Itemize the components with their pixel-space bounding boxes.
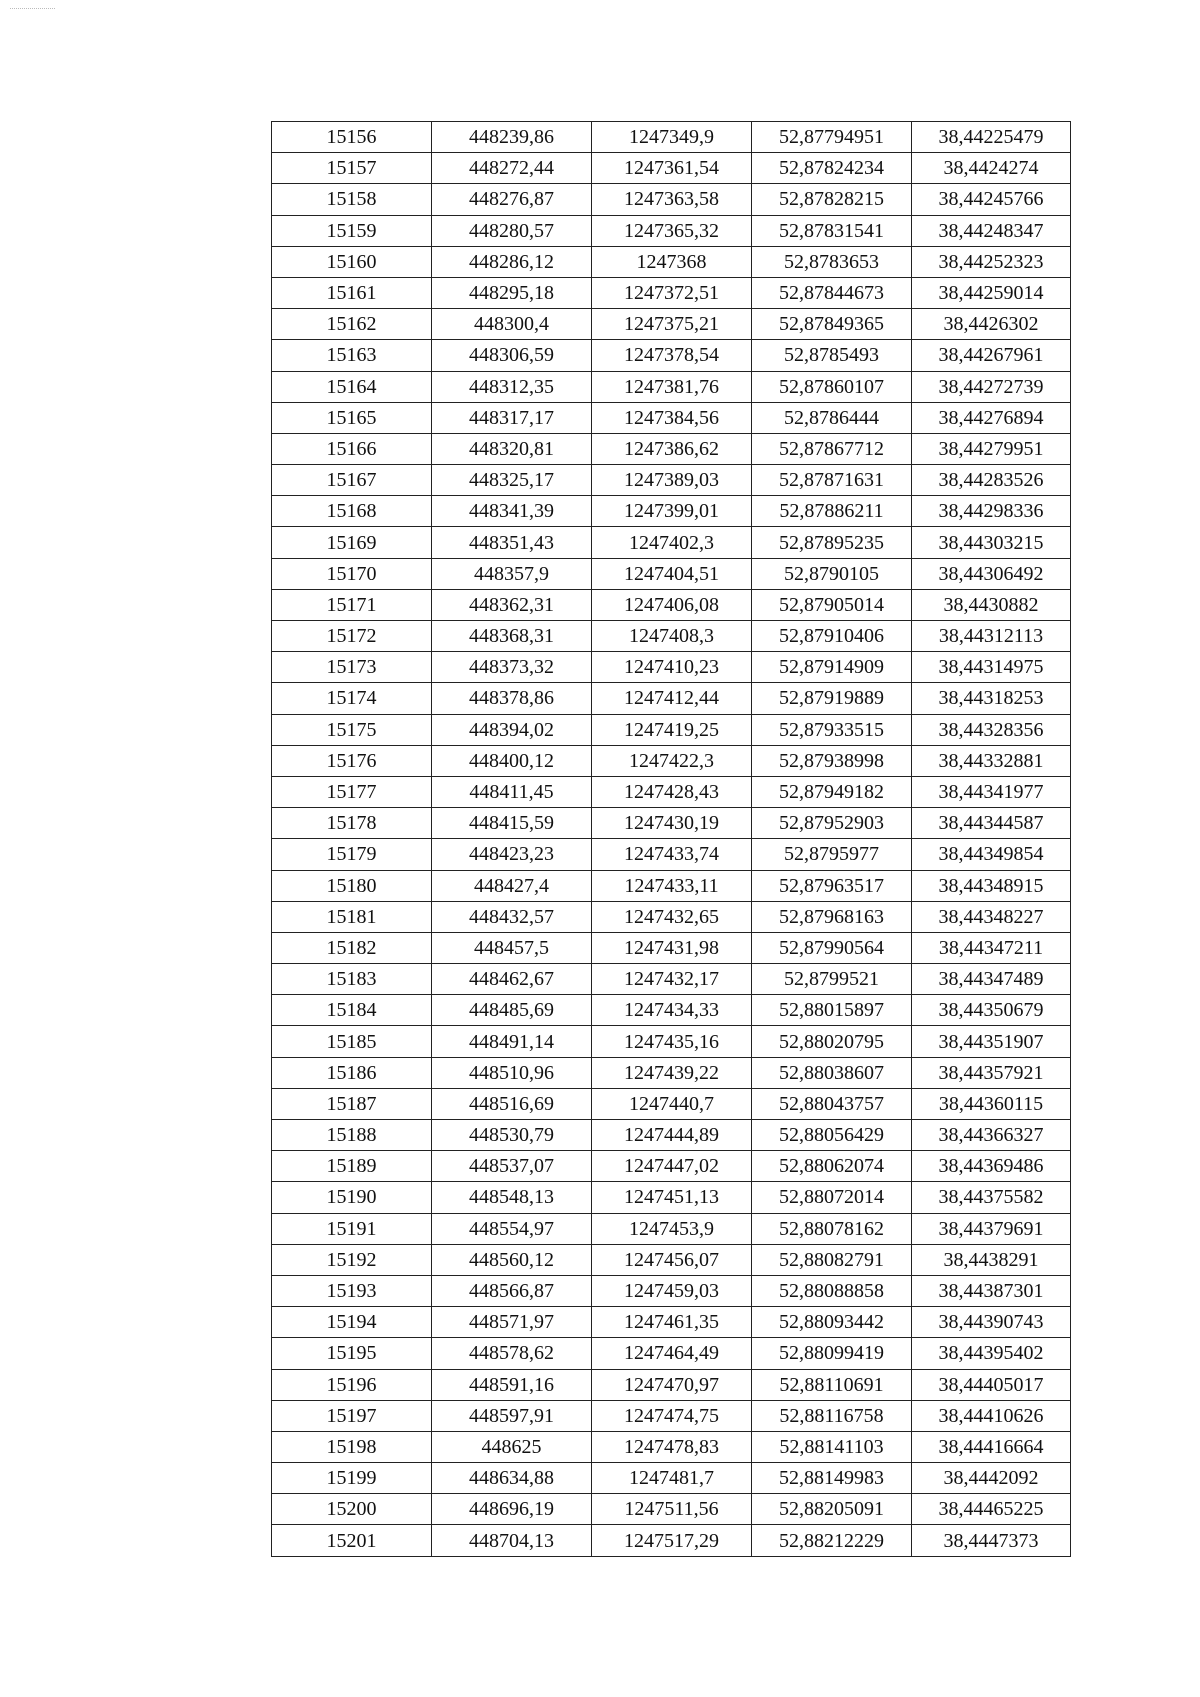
point-number-cell: 15189 <box>272 1151 432 1182</box>
x-coordinate-cell: 448457,5 <box>432 932 592 963</box>
x-coordinate-cell: 448530,79 <box>432 1120 592 1151</box>
x-coordinate-cell: 448306,59 <box>432 340 592 371</box>
latitude-cell: 52,87919889 <box>752 683 912 714</box>
longitude-cell: 38,44366327 <box>912 1120 1071 1151</box>
y-coordinate-cell: 1247459,03 <box>592 1275 752 1306</box>
latitude-cell: 52,88082791 <box>752 1244 912 1275</box>
table-row <box>272 1494 1071 1525</box>
point-number-cell: 15187 <box>272 1088 432 1119</box>
y-coordinate-cell: 1247447,02 <box>592 1151 752 1182</box>
longitude-cell: 38,44416664 <box>912 1431 1071 1462</box>
y-coordinate-cell: 1247433,11 <box>592 870 752 901</box>
table-row <box>272 932 1071 963</box>
table-row <box>272 1275 1071 1306</box>
y-coordinate-cell: 1247412,44 <box>592 683 752 714</box>
point-number-cell: 15173 <box>272 652 432 683</box>
y-coordinate-cell: 1247368 <box>592 246 752 277</box>
latitude-cell: 52,87828215 <box>752 184 912 215</box>
longitude-cell: 38,44306492 <box>912 558 1071 589</box>
point-number-cell: 15164 <box>272 371 432 402</box>
x-coordinate-cell: 448325,17 <box>432 465 592 496</box>
latitude-cell: 52,87895235 <box>752 527 912 558</box>
table-row <box>272 1120 1071 1151</box>
point-number-cell: 15190 <box>272 1182 432 1213</box>
longitude-cell: 38,44318253 <box>912 683 1071 714</box>
x-coordinate-cell: 448423,23 <box>432 839 592 870</box>
point-number-cell: 15171 <box>272 589 432 620</box>
latitude-cell: 52,87905014 <box>752 589 912 620</box>
longitude-cell: 38,4424274 <box>912 153 1071 184</box>
x-coordinate-cell: 448462,67 <box>432 964 592 995</box>
x-coordinate-cell: 448634,88 <box>432 1463 592 1494</box>
latitude-cell: 52,88015897 <box>752 995 912 1026</box>
table-row <box>272 153 1071 184</box>
latitude-cell: 52,88056429 <box>752 1120 912 1151</box>
point-number-cell: 15176 <box>272 745 432 776</box>
latitude-cell: 52,88078162 <box>752 1213 912 1244</box>
longitude-cell: 38,4438291 <box>912 1244 1071 1275</box>
latitude-cell: 52,87990564 <box>752 932 912 963</box>
longitude-cell: 38,44349854 <box>912 839 1071 870</box>
table-row <box>272 1182 1071 1213</box>
y-coordinate-cell: 1247408,3 <box>592 621 752 652</box>
point-number-cell: 15201 <box>272 1525 432 1556</box>
x-coordinate-cell: 448554,97 <box>432 1213 592 1244</box>
x-coordinate-cell: 448357,9 <box>432 558 592 589</box>
y-coordinate-cell: 1247406,08 <box>592 589 752 620</box>
longitude-cell: 38,44350679 <box>912 995 1071 1026</box>
table-row <box>272 1463 1071 1494</box>
y-coordinate-cell: 1247363,58 <box>592 184 752 215</box>
latitude-cell: 52,87867712 <box>752 433 912 464</box>
latitude-cell: 52,87849365 <box>752 309 912 340</box>
y-coordinate-cell: 1247386,62 <box>592 433 752 464</box>
x-coordinate-cell: 448378,86 <box>432 683 592 714</box>
table-row <box>272 1431 1071 1462</box>
point-number-cell: 15194 <box>272 1307 432 1338</box>
x-coordinate-cell: 448578,62 <box>432 1338 592 1369</box>
x-coordinate-cell: 448704,13 <box>432 1525 592 1556</box>
y-coordinate-cell: 1247375,21 <box>592 309 752 340</box>
latitude-cell: 52,88020795 <box>752 1026 912 1057</box>
y-coordinate-cell: 1247432,65 <box>592 901 752 932</box>
point-number-cell: 15199 <box>272 1463 432 1494</box>
y-coordinate-cell: 1247470,97 <box>592 1369 752 1400</box>
table-row <box>272 277 1071 308</box>
latitude-cell: 52,88043757 <box>752 1088 912 1119</box>
latitude-cell: 52,8785493 <box>752 340 912 371</box>
latitude-cell: 52,87794951 <box>752 122 912 153</box>
x-coordinate-cell: 448276,87 <box>432 184 592 215</box>
point-number-cell: 15162 <box>272 309 432 340</box>
longitude-cell: 38,44369486 <box>912 1151 1071 1182</box>
y-coordinate-cell: 1247404,51 <box>592 558 752 589</box>
x-coordinate-cell: 448510,96 <box>432 1057 592 1088</box>
longitude-cell: 38,4426302 <box>912 309 1071 340</box>
table-row <box>272 589 1071 620</box>
longitude-cell: 38,4442092 <box>912 1463 1071 1494</box>
x-coordinate-cell: 448625 <box>432 1431 592 1462</box>
latitude-cell: 52,8790105 <box>752 558 912 589</box>
longitude-cell: 38,44410626 <box>912 1400 1071 1431</box>
longitude-cell: 38,44348227 <box>912 901 1071 932</box>
longitude-cell: 38,44303215 <box>912 527 1071 558</box>
latitude-cell: 52,87933515 <box>752 714 912 745</box>
point-number-cell: 15158 <box>272 184 432 215</box>
table-row <box>272 1151 1071 1182</box>
table-row <box>272 1026 1071 1057</box>
longitude-cell: 38,44465225 <box>912 1494 1071 1525</box>
x-coordinate-cell: 448415,59 <box>432 808 592 839</box>
y-coordinate-cell: 1247453,9 <box>592 1213 752 1244</box>
longitude-cell: 38,44245766 <box>912 184 1071 215</box>
y-coordinate-cell: 1247402,3 <box>592 527 752 558</box>
table-row <box>272 621 1071 652</box>
longitude-cell: 38,44405017 <box>912 1369 1071 1400</box>
y-coordinate-cell: 1247349,9 <box>592 122 752 153</box>
latitude-cell: 52,87910406 <box>752 621 912 652</box>
table-row <box>272 1525 1071 1556</box>
latitude-cell: 52,88072014 <box>752 1182 912 1213</box>
x-coordinate-cell: 448394,02 <box>432 714 592 745</box>
latitude-cell: 52,8783653 <box>752 246 912 277</box>
x-coordinate-cell: 448597,91 <box>432 1400 592 1431</box>
y-coordinate-cell: 1247430,19 <box>592 808 752 839</box>
table-row <box>272 433 1071 464</box>
y-coordinate-cell: 1247372,51 <box>592 277 752 308</box>
scan-artifact <box>10 8 55 11</box>
y-coordinate-cell: 1247422,3 <box>592 745 752 776</box>
y-coordinate-cell: 1247517,29 <box>592 1525 752 1556</box>
point-number-cell: 15175 <box>272 714 432 745</box>
table-row <box>272 402 1071 433</box>
x-coordinate-cell: 448485,69 <box>432 995 592 1026</box>
longitude-cell: 38,44357921 <box>912 1057 1071 1088</box>
latitude-cell: 52,8795977 <box>752 839 912 870</box>
x-coordinate-cell: 448400,12 <box>432 745 592 776</box>
table-row <box>272 1400 1071 1431</box>
point-number-cell: 15167 <box>272 465 432 496</box>
longitude-cell: 38,44348915 <box>912 870 1071 901</box>
x-coordinate-cell: 448432,57 <box>432 901 592 932</box>
point-number-cell: 15157 <box>272 153 432 184</box>
table-row <box>272 1088 1071 1119</box>
point-number-cell: 15159 <box>272 215 432 246</box>
longitude-cell: 38,44252323 <box>912 246 1071 277</box>
coordinates-table <box>271 121 1071 1557</box>
point-number-cell: 15170 <box>272 558 432 589</box>
longitude-cell: 38,44332881 <box>912 745 1071 776</box>
point-number-cell: 15192 <box>272 1244 432 1275</box>
point-number-cell: 15166 <box>272 433 432 464</box>
y-coordinate-cell: 1247399,01 <box>592 496 752 527</box>
latitude-cell: 52,87938998 <box>752 745 912 776</box>
x-coordinate-cell: 448317,17 <box>432 402 592 433</box>
point-number-cell: 15169 <box>272 527 432 558</box>
latitude-cell: 52,87860107 <box>752 371 912 402</box>
table-row <box>272 1244 1071 1275</box>
y-coordinate-cell: 1247434,33 <box>592 995 752 1026</box>
x-coordinate-cell: 448491,14 <box>432 1026 592 1057</box>
table-row <box>272 465 1071 496</box>
point-number-cell: 15163 <box>272 340 432 371</box>
latitude-cell: 52,87844673 <box>752 277 912 308</box>
x-coordinate-cell: 448272,44 <box>432 153 592 184</box>
x-coordinate-cell: 448548,13 <box>432 1182 592 1213</box>
longitude-cell: 38,44379691 <box>912 1213 1071 1244</box>
point-number-cell: 15156 <box>272 122 432 153</box>
table-row <box>272 527 1071 558</box>
x-coordinate-cell: 448566,87 <box>432 1275 592 1306</box>
latitude-cell: 52,8786444 <box>752 402 912 433</box>
latitude-cell: 52,87871631 <box>752 465 912 496</box>
y-coordinate-cell: 1247431,98 <box>592 932 752 963</box>
y-coordinate-cell: 1247456,07 <box>592 1244 752 1275</box>
latitude-cell: 52,87914909 <box>752 652 912 683</box>
latitude-cell: 52,88088858 <box>752 1275 912 1306</box>
longitude-cell: 38,44279951 <box>912 433 1071 464</box>
point-number-cell: 15196 <box>272 1369 432 1400</box>
x-coordinate-cell: 448280,57 <box>432 215 592 246</box>
latitude-cell: 52,87824234 <box>752 153 912 184</box>
x-coordinate-cell: 448591,16 <box>432 1369 592 1400</box>
longitude-cell: 38,4430882 <box>912 589 1071 620</box>
y-coordinate-cell: 1247410,23 <box>592 652 752 683</box>
table-row <box>272 995 1071 1026</box>
y-coordinate-cell: 1247435,16 <box>592 1026 752 1057</box>
y-coordinate-cell: 1247439,22 <box>592 1057 752 1088</box>
point-number-cell: 15186 <box>272 1057 432 1088</box>
x-coordinate-cell: 448427,4 <box>432 870 592 901</box>
point-number-cell: 15200 <box>272 1494 432 1525</box>
y-coordinate-cell: 1247428,43 <box>592 776 752 807</box>
x-coordinate-cell: 448373,32 <box>432 652 592 683</box>
y-coordinate-cell: 1247419,25 <box>592 714 752 745</box>
table-row <box>272 1057 1071 1088</box>
longitude-cell: 38,4447373 <box>912 1525 1071 1556</box>
y-coordinate-cell: 1247361,54 <box>592 153 752 184</box>
point-number-cell: 15168 <box>272 496 432 527</box>
x-coordinate-cell: 448286,12 <box>432 246 592 277</box>
table-row <box>272 1307 1071 1338</box>
table-row <box>272 122 1071 153</box>
table-row <box>272 839 1071 870</box>
table-row <box>272 1213 1071 1244</box>
longitude-cell: 38,44351907 <box>912 1026 1071 1057</box>
y-coordinate-cell: 1247378,54 <box>592 340 752 371</box>
table-row <box>272 870 1071 901</box>
longitude-cell: 38,44328356 <box>912 714 1071 745</box>
latitude-cell: 52,8799521 <box>752 964 912 995</box>
table-row <box>272 496 1071 527</box>
point-number-cell: 15193 <box>272 1275 432 1306</box>
point-number-cell: 15178 <box>272 808 432 839</box>
coordinates-table-body <box>272 122 1071 1557</box>
point-number-cell: 15177 <box>272 776 432 807</box>
point-number-cell: 15172 <box>272 621 432 652</box>
longitude-cell: 38,44298336 <box>912 496 1071 527</box>
longitude-cell: 38,44390743 <box>912 1307 1071 1338</box>
y-coordinate-cell: 1247444,89 <box>592 1120 752 1151</box>
latitude-cell: 52,88093442 <box>752 1307 912 1338</box>
y-coordinate-cell: 1247440,7 <box>592 1088 752 1119</box>
longitude-cell: 38,44347489 <box>912 964 1071 995</box>
table-row <box>272 309 1071 340</box>
y-coordinate-cell: 1247433,74 <box>592 839 752 870</box>
table-row <box>272 652 1071 683</box>
table-row <box>272 808 1071 839</box>
table-row <box>272 371 1071 402</box>
longitude-cell: 38,44276894 <box>912 402 1071 433</box>
latitude-cell: 52,88205091 <box>752 1494 912 1525</box>
x-coordinate-cell: 448351,43 <box>432 527 592 558</box>
point-number-cell: 15161 <box>272 277 432 308</box>
y-coordinate-cell: 1247384,56 <box>592 402 752 433</box>
x-coordinate-cell: 448411,45 <box>432 776 592 807</box>
latitude-cell: 52,88149983 <box>752 1463 912 1494</box>
y-coordinate-cell: 1247461,35 <box>592 1307 752 1338</box>
latitude-cell: 52,87968163 <box>752 901 912 932</box>
x-coordinate-cell: 448516,69 <box>432 1088 592 1119</box>
longitude-cell: 38,44360115 <box>912 1088 1071 1119</box>
x-coordinate-cell: 448560,12 <box>432 1244 592 1275</box>
latitude-cell: 52,87963517 <box>752 870 912 901</box>
point-number-cell: 15165 <box>272 402 432 433</box>
point-number-cell: 15198 <box>272 1431 432 1462</box>
latitude-cell: 52,88141103 <box>752 1431 912 1462</box>
x-coordinate-cell: 448239,86 <box>432 122 592 153</box>
x-coordinate-cell: 448300,4 <box>432 309 592 340</box>
point-number-cell: 15184 <box>272 995 432 1026</box>
longitude-cell: 38,44341977 <box>912 776 1071 807</box>
y-coordinate-cell: 1247511,56 <box>592 1494 752 1525</box>
table-row <box>272 184 1071 215</box>
latitude-cell: 52,88110691 <box>752 1369 912 1400</box>
point-number-cell: 15185 <box>272 1026 432 1057</box>
x-coordinate-cell: 448571,97 <box>432 1307 592 1338</box>
y-coordinate-cell: 1247451,13 <box>592 1182 752 1213</box>
point-number-cell: 15183 <box>272 964 432 995</box>
longitude-cell: 38,44272739 <box>912 371 1071 402</box>
longitude-cell: 38,44344587 <box>912 808 1071 839</box>
table-row <box>272 776 1071 807</box>
x-coordinate-cell: 448312,35 <box>432 371 592 402</box>
table-row <box>272 714 1071 745</box>
x-coordinate-cell: 448341,39 <box>432 496 592 527</box>
table-row <box>272 683 1071 714</box>
latitude-cell: 52,87886211 <box>752 496 912 527</box>
point-number-cell: 15195 <box>272 1338 432 1369</box>
longitude-cell: 38,44347211 <box>912 932 1071 963</box>
point-number-cell: 15188 <box>272 1120 432 1151</box>
table-row <box>272 340 1071 371</box>
table-row <box>272 901 1071 932</box>
point-number-cell: 15181 <box>272 901 432 932</box>
point-number-cell: 15160 <box>272 246 432 277</box>
longitude-cell: 38,44225479 <box>912 122 1071 153</box>
y-coordinate-cell: 1247464,49 <box>592 1338 752 1369</box>
point-number-cell: 15179 <box>272 839 432 870</box>
table-row <box>272 1338 1071 1369</box>
y-coordinate-cell: 1247389,03 <box>592 465 752 496</box>
point-number-cell: 15197 <box>272 1400 432 1431</box>
longitude-cell: 38,44395402 <box>912 1338 1071 1369</box>
latitude-cell: 52,88116758 <box>752 1400 912 1431</box>
longitude-cell: 38,44248347 <box>912 215 1071 246</box>
x-coordinate-cell: 448362,31 <box>432 589 592 620</box>
table-row <box>272 215 1071 246</box>
y-coordinate-cell: 1247478,83 <box>592 1431 752 1462</box>
latitude-cell: 52,88038607 <box>752 1057 912 1088</box>
longitude-cell: 38,44283526 <box>912 465 1071 496</box>
latitude-cell: 52,88099419 <box>752 1338 912 1369</box>
y-coordinate-cell: 1247481,7 <box>592 1463 752 1494</box>
y-coordinate-cell: 1247474,75 <box>592 1400 752 1431</box>
x-coordinate-cell: 448320,81 <box>432 433 592 464</box>
longitude-cell: 38,44259014 <box>912 277 1071 308</box>
y-coordinate-cell: 1247432,17 <box>592 964 752 995</box>
x-coordinate-cell: 448295,18 <box>432 277 592 308</box>
longitude-cell: 38,44387301 <box>912 1275 1071 1306</box>
y-coordinate-cell: 1247365,32 <box>592 215 752 246</box>
point-number-cell: 15180 <box>272 870 432 901</box>
x-coordinate-cell: 448696,19 <box>432 1494 592 1525</box>
longitude-cell: 38,44267961 <box>912 340 1071 371</box>
latitude-cell: 52,88212229 <box>752 1525 912 1556</box>
table-row <box>272 964 1071 995</box>
latitude-cell: 52,87952903 <box>752 808 912 839</box>
x-coordinate-cell: 448368,31 <box>432 621 592 652</box>
table-row <box>272 558 1071 589</box>
x-coordinate-cell: 448537,07 <box>432 1151 592 1182</box>
table-row <box>272 246 1071 277</box>
longitude-cell: 38,44312113 <box>912 621 1071 652</box>
table-row <box>272 1369 1071 1400</box>
latitude-cell: 52,87831541 <box>752 215 912 246</box>
longitude-cell: 38,44314975 <box>912 652 1071 683</box>
y-coordinate-cell: 1247381,76 <box>592 371 752 402</box>
point-number-cell: 15182 <box>272 932 432 963</box>
table-row <box>272 745 1071 776</box>
point-number-cell: 15191 <box>272 1213 432 1244</box>
latitude-cell: 52,88062074 <box>752 1151 912 1182</box>
latitude-cell: 52,87949182 <box>752 776 912 807</box>
point-number-cell: 15174 <box>272 683 432 714</box>
longitude-cell: 38,44375582 <box>912 1182 1071 1213</box>
